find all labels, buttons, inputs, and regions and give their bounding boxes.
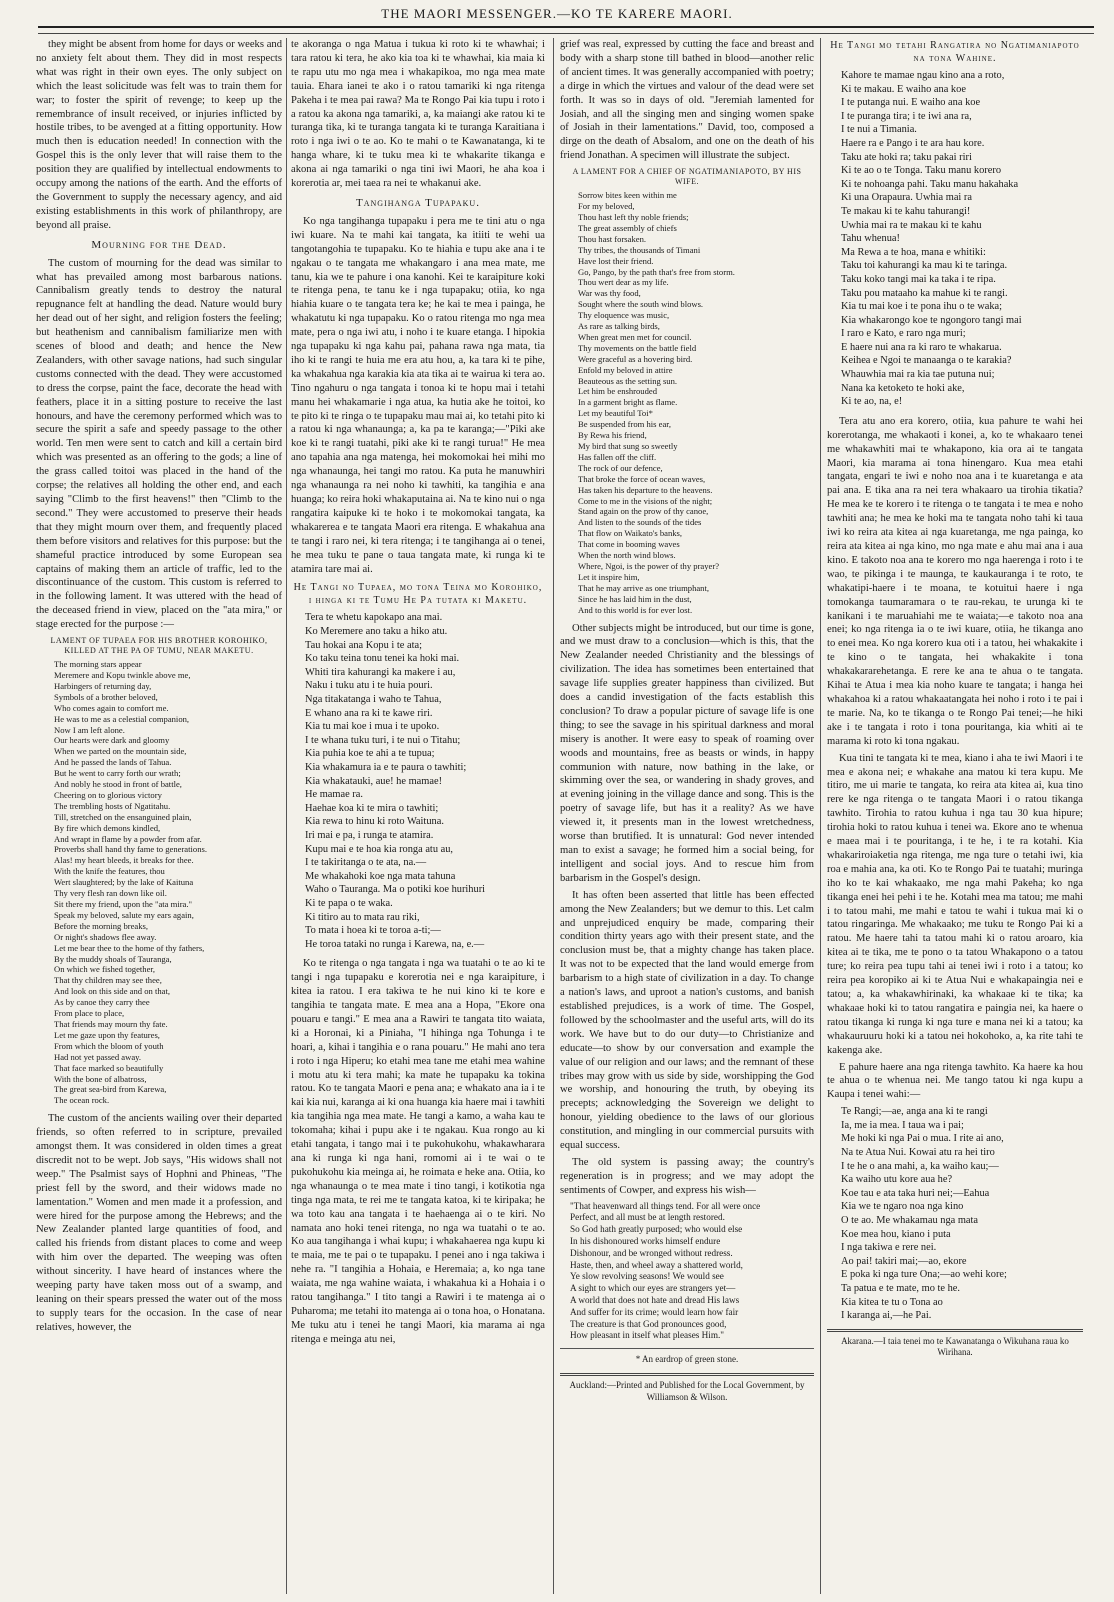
quotation: "That heavenward all things tend. For all were once Perfect, and all must be at length restored. So God hath greatly purposed; who would else In his dishonoured works himself endure Dishonour, and be wronged without redress. Haste, then, and wheel away a shattered world, Ye slow revolving seasons! We would see A sight to which our eyes are strangers yet— A world that does not hate and dread His laws And suffer for its crime; would learn how fair The creature is that God pronounces good, How pleasant in itself what pleases Him."	[570, 1200, 761, 1341]
header-rule	[38, 26, 1094, 34]
paragraph: te akoranga o nga Matua i tukua ki roto ki te whawhai; i tara ratou ki tera, he ako kia toa ki te whawhai, kia maia ki te rapu utu mo nga mea i whakapikoa, mo nga mea mate tauia. Ehara ianei te ako i o ratou tamariki ki nga ritenga Pakeha i te mea pai rawa? Ma te Rongo Pai kia tupu i roto i a ratou ka akona nga tamariki, a, ka maiangi ake ratou ki te turanga tika, ki te turanga tangata ki te turanga Karaitiana i roto i nga iwi o te ao. Ko te mahi o te Kawanatanga, ki te hanga whare, ki te tuku mea ki te whakarite tikanga e akona ai nga tamariki o nga tini iwi Maori, he aha koa i korerotia ar, mei taea ra nei te whakanui ake.	[291, 39, 545, 190]
column-3	[560, 38, 814, 1588]
paragraph: grief was real, expressed by cutting the face and breast and body with a sharp stone till bathed in blood—another relic of ancient times. It was generally accompanied with poetry; a dirge in which the virtues and valour of the dead were set forth. It was so in days of old. "Jeremiah lamented for Josiah, and all the singing men and singing women spake of Josiah in their lamentations." David, too, composed a dirge on the death of Absalom, and one on the death of his friend Jonathan. A specimen will illustrate the subject.	[560, 39, 814, 162]
column-divider	[820, 38, 821, 1594]
column-2	[291, 38, 545, 1588]
imprint: Akarana.—I taia tenei mo te Kawanatanga o Wikuhana raua ko Wirihana.	[841, 1335, 1069, 1358]
column-1	[36, 38, 282, 1588]
poem-title: LAMENT OF TUPAEA FOR HIS BROTHER KOROHIKO, KILLED AT THE PA OF TUMU, NEAR MAKETU.	[50, 636, 268, 656]
column-divider	[553, 38, 554, 1594]
paragraph: The old system is passing away; the country's regeneration is in progress; and we may adopt the sentiments of Cowper, and express his wish—	[560, 1156, 814, 1196]
poem: Te Rangi;—ae, anga ana ki te rangi Ia, me ia mea. I taua wa i pai; Me hoki ki nga Pai o mua. I rite ai ano, Na te Atua Nui. Kowai atu ra hei tiro I te he o ana mahi, a, ka waiho kau;— Ka waiho utu kore aua he? Koe tau e ata taka huri nei;—Eahua Kia we te ngaro noa nga kino O te ao. Me whakamau nga mata Koe mea hou, kiano i puta I nga takiwa e rere nei. Ao pai! takiri mai;—ao, ekore E poka ki nga ture Ona;—ao wehi kore; Ta patua e te mate, mo te he. Kia kitea te tu o Tona ao I karanga ai,—he Pai.	[841, 1106, 1007, 1322]
paragraph: Other subjects might be introduced, but our time is gone, and we must draw to a conclusion—which is this, that the New Zealander needed Christianity and the blessings of civilization. The idea has sometimes been entertained that savage life supplies greater happiness than civilized. But does a candid investigation of the facts establish this conclusion? To draw a popular picture of savage life is one thing; to see the savage in his spiritual darkness and moral misery is another. It were easy to speak of roaming over woods and mountains, free as beasts or winds, in happy communion with nature, now bathing in the lake, or skimming over the sea, or wandering in shady groves, and at evening joining in the village dance and song. This is the poetry of savage life, but has it a reality? As we have viewed it, it presents man in the lowest wretchedness, worse than brutified. It is unnatural: God never intended man to exist a savage; he formed him a social being, for intelligent and social joys. And to rescue him from barbarism in the Gospel's design.	[560, 622, 814, 884]
poem: The morning stars appear Meremere and Kopu twinkle above me, Harbingers of returning day, Symbols of a brother beloved, Who comes again to comfort me. He was to me as a celestial companion, Now I am left alone. Our hearts were dark and gloomy When we parted on the mountain side, And he passed the lands of Tahua. But he went to carry forth our wrath; And nobly he stood in front of battle, Cheering on to glorious victory The trembling hosts of Ngatitahu. Till, stretched on the ensanguined plain, By fire which demons kindled, And wrapt in flame by a powder from afar. Proverbs shall hand thy fame to generations. Alas! my heart bleeds, it breaks for thee. With the knife the features, thou Wert slaughtered; by the lake of Kaituna Thy very flesh ran down like oil. Sit there my friend, upon the "ata mira." Speak my beloved, salute my ears again, Before the morning breaks, Or night's shadows flee away. Let me bear thee to the home of thy fathers, By the muddy shoals of Tauranga, On which we fished together, That thy children may see thee, And look on this side and on that, As by canoe they carry thee From place to place, That friends may mourn thy fate. Let me gaze upon thy features, From which the bloom of youth Had not yet passed away. That face marked so beautifully With the bone of albatross, The great sea-bird from Karewa, The ocean rock.	[54, 659, 207, 1106]
imprint: Auckland:—Printed and Published for the Local Government, by Williamson & Wilson.	[569, 1380, 805, 1402]
poem-title: He Tangi mo tetahi Rangatira no Ngatimaniapoto na tona Wahine.	[830, 40, 1080, 64]
poem-title: He Tangi no Tupaea, mo tona Teina mo Korohiko, i hinga ki te Tumu He Pa tutata ki Maketu.	[293, 582, 543, 606]
paragraph: Kua tini te tangata ki te mea, kiano i aha te iwi Maori i te mea e akona nei; e whakahe ana matou ki tera kupu. Me titiro, me ui marie te tangata, ko reira ata kitea ai, kua tino rere ke nga ritenga o te tangata Maori i o ratou tikanga tawhito. Tirohia to ratou kuhua i nga tau 30 kua hipure; tirohia hoki to ratou kuhua i tenei wa. Ekore ano te whenua e maea mai i te pouritanga, i te he, i te ra kotahi. Kia whakariroiaketia nga ritenga, me nga ture o tetahi iwi, kia roa e mahia ana, ka oti. Ko te Rongo Pai te tuatahi; muringa iho ko te kai whakaako, me nga mahi Pakeha; ko nga tikanga enei hei pehi i te he. Kotahi mea ma tatou; me mahi i to tatou mahi, me mahi e tatou te wahi i tukua mai ki o tatou ringaringa. Me whakaako; me tuku te Rongo Pai ki a ratou. Me haere tahi ta tatou mahi ki o ratou aroaro, kia kitea ai te tika, me te pono o ta tatou Whakapono o a tatou ture; ko reira pea tupu tahi ai tenei iwi i roto i a tatou; ko reira pea koropiko ai ki te Atua Nui e whakapaingia nei e tatou; a, ka whakawhirinaki, ka whakaae ki te tika; ka whakaae hoki ki to tatou rangatira e paingia nei, ka haere o ratou tikanga ki runga ki nga ture e mana nei ki a tatou; ka whakauruuru hoki ki a tatou nei hokohoko, a, ka rite tahi te kakenga ake.	[827, 752, 1083, 1056]
paragraph: Ko nga tangihanga tupapaku i pera me te tini atu o nga iwi kuare. Na te mahi kai tangata, ka itiiti te wehi ua tangotangohia te tupapaku. Ko te hiahia e tupu ake ana i te ngakau o te tangata me whakangaro i ana mea mate, me tanu, kia we te pahure i ona kanohi. Kei te karaipiture koki te ritenga pena, te tanu ke i nga tupapaku; otiia, ko nga hiahia kuare o te tangata tera ke; he kai te mea i painga, he whakatutu ki nga tupapaku. Ko o ratou ritenga mo nga mea mate, pera o nga iwi atu, i noho i te kuare etanga. I hipokia nga tupapaku ki nga kahu pai, pahana rawa nga mata, tia iho ki te rangi te huia me era atu hou, a, ka tara ki te pihe, ka whakahua nga karakia kia ata tika ai te wairua ki tera ao. Tino ngahuru o nga tangata i tonoa ki te hopu mai i tetahi manu hei whakamarie i nga atua, ka hutia ake he toitoi, ko te pito ki te ringa o te tupapaku mau mai ai, ko tetahi pito ki a ratou ki nga whanaunga; a, ka pa te karanga;—"Piki ake koe ki te rangi tuatahi, piki ake ki te rangi turua!" He mea ano tapahia ana nga matenga, hei mokomokai hei mihi mo nga whanaunga, hei tangi mo ratou. Ka puta he manuwhiri nga whanaunga ra nei noho ki tawhiti, ka tangihia e ana huanga; ko reira hoki whakaputaina ai. Na te kino nui o nga rangatira kaipuke ki te hoko i te mokomokai tangata, ka whakarerea e te tangata Maori era ritenga. E whakahua ana te tangi i raro nei, ki tera ritenga; i te tangihanga ai o tenei, he mea tuku te pane o taua tangata mate, ki runga ki te atamira tare mai ai.	[291, 215, 545, 575]
paragraph: they might be absent from home for days or weeks and no anxiety felt about them. They did in most respects what was right in their own eyes. The only subject on which the least solicitude was felt was to train them for war; to foster the spirit of revenge; to keep up the remembrance of insult received, or injuries inflicted by hostile tribes, to be avenged at a fitting opportunity. How much then is education needed! In connection with the Gospel this is the only lever that will raise them to the position they are qualified by intellectual endowments to occupy among the nations of the earth. And the efforts of the Government to supply the necessary agency, and aid existing establishments in this work of philanthropy, are beyond all praise.	[36, 39, 282, 231]
paragraph: It has often been asserted that little has been effected among the New Zealanders; but we demur to this. Let calm and unprejudiced enquiry be made, comparing their condition thirty years ago with their present state, and the conclusion must be, that a mighty change has taken place. It was not to be expected that the land would emerge from barbarism to a high state of civilization in a day. To change a nation's laws, and uproot a nation's customs, and banish established prejudices, is a work of time. The Gospel, followed by the schoolmaster and the useful arts, will do its work. We have but to do our duty—to Christianize and educate—to show by our conversation and example the value of our religion and our laws; and the remnant of these tribes may grow with us side by side, worshipping the God we worship, and honouring the truth, by obeying its precepts; acknowledging the Sovereign we delight to honour, yielding obedience to the laws of our glorious constitution, and mingling in our commercial pursuits with equal success.	[560, 889, 814, 1152]
masthead: THE MAORI MESSENGER.—KO TE KARERE MAORI.	[381, 6, 733, 21]
divider	[560, 1348, 814, 1349]
poem-title: A LAMENT FOR A CHIEF OF NGATIMANIAPOTO, BY HIS WIFE.	[572, 167, 802, 187]
footnote: * An eardrop of green stone.	[635, 1354, 739, 1365]
paragraph: The custom of mourning for the dead was similar to what has prevailed among most barbarous nations. Cannibalism greatly tends to destroy the natural repugnance felt at handling the dead. Nature would bury her dead out of her sight, and religion fosters the feeling; but heathenism and cannibalism familiarize men with scenes of blood and death; and hence the New Zealanders, with other savage nations, had such singular customs connected with the dead. They were accustomed to dress the corpse, paint the face, decorate the head with feathers, place it in a sitting posture to receive the last honours, and have the ceremony performed which was to secure the spirit a safe and speedy passage to the other world. Ten men were sent to catch and kill a certain bird which was presented as an offering to the gods; a line of the grass called toitoi was placed in the hand of the corpse; the relatives all holding the other end, and each saying "Climb to the first heavens!" then "Climb to the second." They were accustomed to preserve their heads that they might mourn over them, and frequently placed them before visitors and relatives for this purpose: but the shameful practice introduced by some European sea captains of making them an article of traffic, led to the discontinuance of the custom. This custom is referred to in the following lament. It was uttered with the head of the deceased friend in view, placed on the "ata mira," or stage erected for the purpose :—	[36, 257, 282, 631]
paragraph: Tera atu ano era korero, otiia, kua pahure te wahi hei korerotanga, me whakaoti i konei, a, ko te whakaaro tenei me whakawhiti mai te whakapono, kia ora ai te tangata Maori, kia marama ai tona hinengaro. Kua mea etahi tangata, engari te iwi e noho noa ana i te kuaretanga e ata pai ana. E tika ana ra nei tera whakaaro ua tirohia tikatia? He mea ke te korero i te ritenga o te tangata i te mea e noho tawhiti ana; he mea ke hoki ma te tangata noho tahi ki taua iwi ko reira ata kitea ai nga kuaretanga, me nga painga, ko reira ata kitea ai nga kino, mo nga mate e ahu mai ana i aua kino. E takoto noa ana te korero mo nga haerenga i roto i te wao, te pikinga i te maunga, te kaukauranga i te roto, te whakatipi-haere i te moana, te kotuitui haere i nga tomokanga taumaramara o te rau-rekau, te urunga ki te kanikani i te maruahiahi me te waiata;—e takoto noa ana enei; ko nga ritenga ia o te iwi kuare, otiia, he tikanga ano to enei mea. Ko nga korero kua oti i a tatou, hei whakakite i te kino o te tangata, hei whakakite i tona whakakararehetanga. E rere ke ana te ahua o te tangata. Kihai te Atua i mea kia noho kuare te tangata; i hanga hei whakahoa ki a ratou whakaatangata hei noho i roto i te pai i te marie. Na, ko te tikanga o te Rongo Pai tenei;—he hiki ake i te tangata i roto i tona pouritanga, kia whiti ai te marama ki roto ki tona ngakau.	[827, 415, 1083, 747]
poem: Sorrow bites keen within me For my beloved, Thou hast left thy noble friends; The great assembly of chiefs Thou hast forsaken. Thy tribes, the thousands of Timani Have lost their friend. Go, Pango, by the path that's free from storm. Thou wert dear as my life. War was thy food, Sought where the south wind blows. Thy eloquence was music, As rare as talking birds, When great men met for council. Thy movements on the battle field Were graceful as a hovering bird. Enfold my beloved in attire Beauteous as the setting sun. Let him be enshrouded In a garment bright as flame. Let my beautiful Toi* Be suspended from his ear, By Rewa his friend, My bird that sung so sweetly Has fallen off the cliff. The rock of our defence, That broke the force of ocean waves, Has taken his departure to the heavens. Come to me in the visions of the night; Stand again on the prow of thy canoe, And listen to the sounds of the tides That flow on Waikato's banks, That come in booming waves When the north wind blows. Where, Ngoi, is the power of thy prayer? Let it inspire him, That he may arrive as one triumphant, Since he has laid him in the dust, And to this world is for ever lost.	[578, 190, 735, 615]
column-4	[827, 38, 1083, 1588]
paragraph: E pahure haere ana nga ritenga tawhito. Ka haere ka hou te ahua o te whenua nei. Me tango tatou ki nga kupu a Kaupa i tenei wahi:—	[827, 1061, 1083, 1101]
column-divider	[286, 38, 287, 1594]
paragraph: The custom of the ancients wailing over their departed friends, so often referred to in scripture, prevailed amongst them. It was considered in olden times a great discredit not to be wept. Job says, "His widows shall not weep." The Psalmist says of Hophni and Phineas, "The priest fell by the sword, and their widows made no lamentation." Women and men made it a profession, and were hired for the purpose among the Hebrews; and the New Zealander planted large quantities of food, and called his friends from distant places to come and weep with him over the departed. The weeping was often without sincerity. I have heard of instances where the weeping party have taken moss out of a swamp, and leaning on their spears pressed the water out of the moss to supply tears for the occasion. In the case of near relatives, however, the	[36, 1113, 282, 1333]
section-heading: Mourning for the Dead.	[91, 238, 227, 251]
divider	[560, 1373, 814, 1376]
divider	[827, 1329, 1083, 1332]
poem: Kahore te mamae ngau kino ana a roto, Ki te makau. E waiho ana koe I te putanga nui. E waiho ana koe I te puranga tira; i te iwi ana ra, I te nui a Timania. Haere ra e Pango i te ara hau kore. Taku ate hoki ra; taku pakai riri Ki te ao o te Tonga. Taku manu korero Ki te nohoanga pahi. Taku manu hakahaka Ki una Orapaura. Uwhia mai ra Te makau ki te kahu tahurangi! Uwhia mai ra te makau ki te kahu Tahu whenua! Ma Rewa a te hoa, mana e whitiki: Taku toi kahurangi ka mau ki te taringa. Taku koko tangi mai ka taka i te ripa. Taku pou mataaho ka mahue ki te rangi. Kia tu mai koe i te pona ihu o te waka; Kia whakarongo koe te ngongoro tangi mai I raro e Kato, e raro nga muri; E haere nui ana ra ki raro te whakarua. Keihea e Ngoi te manaanga o te karakia? Whauwhia mai ra kia tae putuna nui; Nana ka ketoketo te hoki ake, Ki te ao, na, e!	[841, 70, 1022, 408]
paragraph: Ko te ritenga o nga tangata i nga wa tuatahi o te ao ki te tangi i nga tupapaku e korerotia nei e nga karaipiture, i kitea ia ratou. I era takiwa te he nui kino ki te kore e tangihia te tangata mate. E mea ana a Hopa, "Ekore ona pouaru e tangi." E mea ana a Rawiri te tangata tito waiata, ki a Horonai, ki a Piniaha, "I hihinga nga Tohunga i te hoari, a, kihai i tangihia e o rana pouaru." He mahi ano tera i roto i nga Hiperu; ko etahi mea tane me etahi mea wahine i motu atu ki tera mahi; ka mate he tupapaku ka tokina ratou. Ko te tangata Maori e pena ana; e whakato ana ia i te kai kia nui, karanga ai ki ona huanga kia haere mai i tawhiti kia tangihia nga mea mate. He tangi a kamo, a waha kau te tokomaha; kihai i pupu ake i te ngakau. Kua rongo au ki etahi tangata, i tango mai i te pukohukohu, whakawharara ana ki runga ki nga hani, romomi ai i te wai o te pukohukohu kia meinga ai, he roimata e heke ana. Otiia, ko nga whanaunga o te mea mate i tino tangi, i kotikotia nga tinga nga mata, te rei me te tangata katoa, ki te kiripaka; he wa toto kau ana tangata i te haehaenga ai o te kiri. No namata ano hoki tenei ritenga, no nga wa tuatahi o te ao. Ko aua tangihanga i whai kupu; i whakahaerea nga kupu ki te maia, me te pai o te tupapaku. I penei ano i nga takiwa i nehe ra. "I tangihia a Hohaia, e Heremaia; a, ko nga tane waiata, me nga wahine waiata, i whakahua ki a Hohaia i o ratou tangihanga." I tito tangi a Rawiri i te matenga ai o Puharoma; me tetahi ito matenga ai o tona hoa, o Honatana. Me tuku atu i tenei he tangi Maori, kia marama ai nga ritenga e meinga atu nei,	[291, 958, 545, 1345]
section-heading: Tangihanga Tupapaku.	[356, 196, 480, 209]
poem: Tera te whetu kapokapo ana mai. Ko Meremere ano taku a hiko atu. Tau hokai ana Kopu i te ata; Ko taku teina tonu tenei ka hoki mai. Whiti tira kahurangi ka makere i au, Naku i tuku atu i te huia pouri. Nga titakatanga i waho te Tahua, E whano ana ra ki te kawe riri. Kia tu mai koe i mua i te upoko. I te whana tuku turi, i te nui o Titahu; Kia puhia koe te ahi a te tupua; Kia whakamura ia e te paura o tawhiti; Kia whakatauki, aue! he mamae! He mamae ra. Haehae koa ki te mira o tawhiti; Kia rewa to hinu ki roto Waituna. Iri mai e pa, i runga te atamira. Kupu mai e te hoa kia ronga atu au, I te takiritanga o te ata, na.— Me whakahoki koe nga mata tahuna Waho o Tauranga. Ma o potiki koe hurihuri Ki te papa o te waka. Ki titiro au to mata rau riki, To mata i hoea ki te toroa a-ti;— He toroa tataki no runga i Karewa, na, e.—	[305, 612, 486, 950]
